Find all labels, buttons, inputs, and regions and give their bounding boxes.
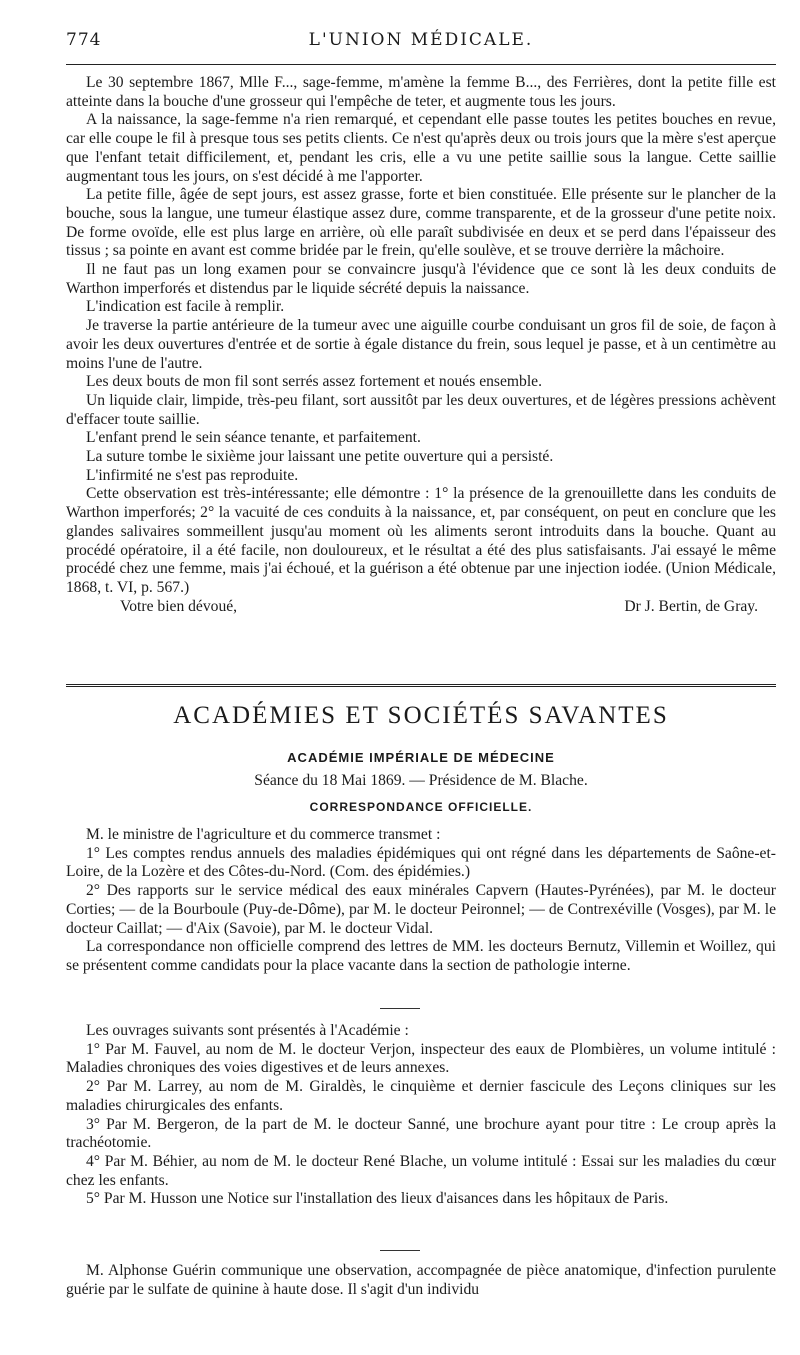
section-divider bbox=[66, 684, 776, 687]
separator-rule bbox=[380, 1250, 420, 1251]
letter-paragraph: L'enfant prend le sein séance tenante, et parfaitement. bbox=[86, 429, 421, 447]
section-title: ACADÉMIES ET SOCIÉTÉS SAVANTES bbox=[173, 702, 669, 729]
correspondence-paragraph: 2° Des rapports sur le service médical des eaux minérales Capvern (Hautes-Pyrénées), par M. le docteur Corties; — de la Bourboule (Puy-de-Dôme), par M. le docteur Peironnel; — de Contrexéville (Vosges), par M. le docteur Caillat; — d'Aix (Savoie), par M. le docteur Vidal. bbox=[66, 882, 776, 937]
letter-paragraph: L'indication est facile à remplir. bbox=[86, 298, 285, 316]
works-paragraph: 5° Par M. Husson une Notice sur l'installation des lieux d'aisances dans les hôpitaux de Paris. bbox=[86, 1190, 669, 1208]
letter-body bbox=[66, 74, 776, 617]
final-body bbox=[66, 1262, 776, 1299]
works-paragraph: 2° Par M. Larrey, au nom de M. Giraldès, le cinquième et dernier fascicule des Leçons cliniques sur les maladies chirurgicales des enfants. bbox=[66, 1078, 776, 1114]
letter-paragraph: A la naissance, la sage-femme n'a rien remarqué, et cependant elle passe toutes les petites bouches en revue, car elle coupe le fil à presque tous ses petits clients. Ce n'est qu'après deux ou trois jours que la mère s'est aperçue que l'enfant tetait difficilement, et, pendant les cris, elle a vu une petite saillie sous la langue. Cette saillie augmentant tous les jours, on s'est décidé à me l'apporter. bbox=[66, 111, 776, 185]
running-title: L'UNION MÉDICALE. bbox=[308, 30, 534, 50]
works-paragraph: Les ouvrages suivants sont présentés à l'Académie : bbox=[86, 1022, 409, 1039]
letter-signoff bbox=[66, 598, 776, 617]
correspondence-heading: CORRESPONDANCE OFFICIELLE. bbox=[309, 800, 533, 814]
session-line: Séance du 18 Mai 1869. — Présidence de M. Blache. bbox=[254, 772, 588, 789]
letter-closing: Votre bien dévoué, bbox=[120, 597, 238, 615]
correspondence-body bbox=[66, 826, 776, 976]
separator-rule bbox=[380, 1008, 420, 1009]
correspondence-paragraph: M. le ministre de l'agriculture et du commerce transmet : bbox=[86, 826, 441, 843]
academy-title: ACADÉMIE IMPÉRIALE DE MÉDECINE bbox=[287, 750, 555, 765]
letter-paragraph: L'infirmité ne s'est pas reproduite. bbox=[86, 466, 299, 484]
works-paragraph: 4° Par M. Béhier, au nom de M. le docteur René Blache, un volume intitulé : Essai sur les maladies du cœur chez les enfants. bbox=[66, 1152, 776, 1189]
works-body bbox=[66, 1022, 776, 1209]
letter-paragraph: La petite fille, âgée de sept jours, est assez grasse, forte et bien constituée. Elle présente sur le plancher de la bouche, sous la langue, une tumeur élastique assez dure, comme transparente, et de la grosseur d'une petite noix. De forme ovoïde, elle est plus large en arrière, où elle paraît subdivisée en deux et se perd dans l'épaisseur des tissus ; sa pointe en avant est comme bridée par le frein, qu'elle soulève, et se trouve derrière la mâchoire. bbox=[66, 186, 776, 260]
correspondence-paragraph: La correspondance non officielle comprend des lettres de MM. les docteurs Bernutz, Villemin et Woillez, qui se présentent comme candidats pour la place vacante dans la section de pathologie interne. bbox=[66, 938, 776, 974]
works-paragraph: 3° Par M. Bergeron, de la part de M. le docteur Sanné, une brochure ayant pour titre : Le croup après la trachéotomie. bbox=[66, 1115, 776, 1152]
works-paragraph: 1° Par M. Fauvel, au nom de M. le docteur Verjon, inspecteur des eaux de Plombières, un volume intitulé : Maladies chroniques des voies digestives et de leurs annexes. bbox=[66, 1040, 776, 1077]
correspondence-paragraph: 1° Les comptes rendus annuels des maladies épidémiques qui ont régné dans les départements de Saône-et-Loire, de la Lozère et des Côtes-du-Nord. (Com. des épidémies.) bbox=[66, 844, 776, 881]
letter-paragraph: Un liquide clair, limpide, très-peu filant, sort aussitôt par les deux ouvertures, et de légères pressions achèvent d'effacer toute saillie. bbox=[66, 391, 776, 428]
page-header bbox=[66, 30, 776, 54]
final-paragraph: M. Alphonse Guérin communique une observation, accompagnée de pièce anatomique, d'infection purulente guérie par le sulfate de quinine à haute dose. Il s'agit d'un individu bbox=[66, 1262, 776, 1298]
letter-paragraph: La suture tombe le sixième jour laissant une petite ouverture qui a persisté. bbox=[86, 448, 554, 466]
letter-paragraph: Le 30 septembre 1867, Mlle F..., sage-femme, m'amène la femme B..., des Ferrières, dont la petite fille est atteinte dans la bouche d'une grosseur qui l'empêche de teter, et augmente tous les jours. bbox=[66, 74, 776, 110]
page-number: 774 bbox=[66, 30, 102, 50]
letter-paragraph: Cette observation est très-intéressante; elle démontre : 1° la présence de la grenouillette dans les conduits de Warthon imperforés; 2° la vacuité de ces conduits à la naissance, et, par conséquent, on peut en conclure que les glandes salivaires sommeillent jusqu'au moment où les aliments seront introduits dans la bouche. Quant au procédé opératoire, il a été facile, non douloureux, et le résultat a été des plus satisfaisants. J'ai essayé le même procédé chez une femme, mais j'ai échoué, et la guérison a été obtenue par une injection iodée. (Union Médicale, 1868, t. VI, p. 567.) bbox=[66, 485, 776, 596]
letter-signature: Dr J. Bertin, de Gray. bbox=[624, 597, 758, 615]
header-rule bbox=[66, 64, 776, 65]
letter-paragraph: Les deux bouts de mon fil sont serrés assez fortement et noués ensemble. bbox=[86, 373, 542, 391]
letter-paragraph: Il ne faut pas un long examen pour se convaincre jusqu'à l'évidence que ce sont là les deux conduits de Warthon imperforés et distendus par le liquide sécrété depuis la naissance. bbox=[66, 261, 776, 297]
letter-paragraph: Je traverse la partie antérieure de la tumeur avec une aiguille courbe conduisant un gros fil de soie, de façon à avoir les deux ouvertures d'entrée et de sortie à égale distance du frein, sous lequel je passe, et à un centimètre au moins l'une de l'autre. bbox=[66, 317, 776, 372]
